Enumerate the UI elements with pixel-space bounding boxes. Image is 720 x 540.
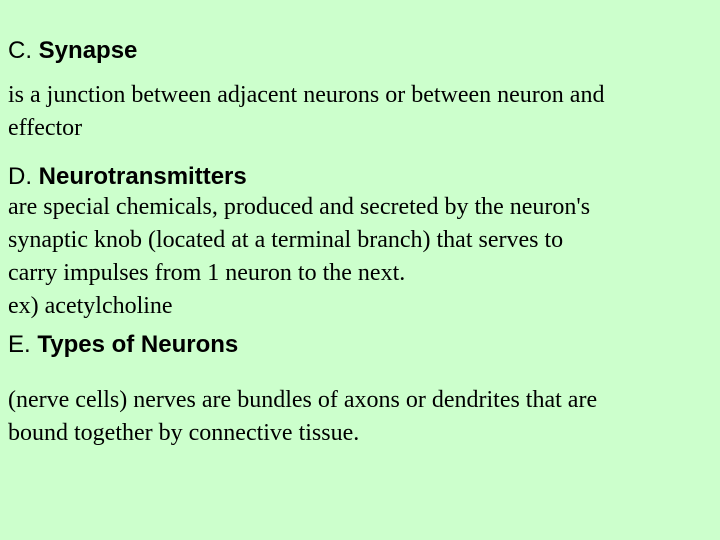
section-c-title: Synapse — [38, 37, 138, 64]
section-c-body — [8, 79, 712, 145]
section-d-line-2: synaptic knob (located at a terminal branch) that serves to — [8, 227, 564, 253]
section-e-line-1: (nerve cells) nerves are bundles of axons or dendrites that are — [8, 387, 598, 413]
section-d-heading — [8, 163, 247, 191]
section-c-heading — [8, 37, 137, 65]
section-e-heading — [8, 331, 238, 359]
section-d-line-1: are special chemicals, produced and secreted by the neuron's — [8, 194, 591, 220]
section-c-letter: C. — [8, 37, 32, 64]
section-d-body — [8, 191, 712, 323]
section-e-line-2: bound together by connective tissue. — [8, 420, 360, 446]
section-d-line-4: ex) acetylcholine — [8, 293, 173, 319]
section-d-letter: D. — [8, 163, 32, 190]
section-c-line-2: effector — [8, 115, 83, 141]
section-d-title: Neurotransmitters — [38, 163, 247, 190]
section-c-line-1: is a junction between adjacent neurons or between neuron and — [8, 82, 605, 108]
section-e-letter: E. — [8, 331, 31, 358]
section-e-title: Types of Neurons — [37, 331, 239, 358]
section-e-body — [8, 384, 712, 450]
section-d-line-3: carry impulses from 1 neuron to the next. — [8, 260, 406, 286]
